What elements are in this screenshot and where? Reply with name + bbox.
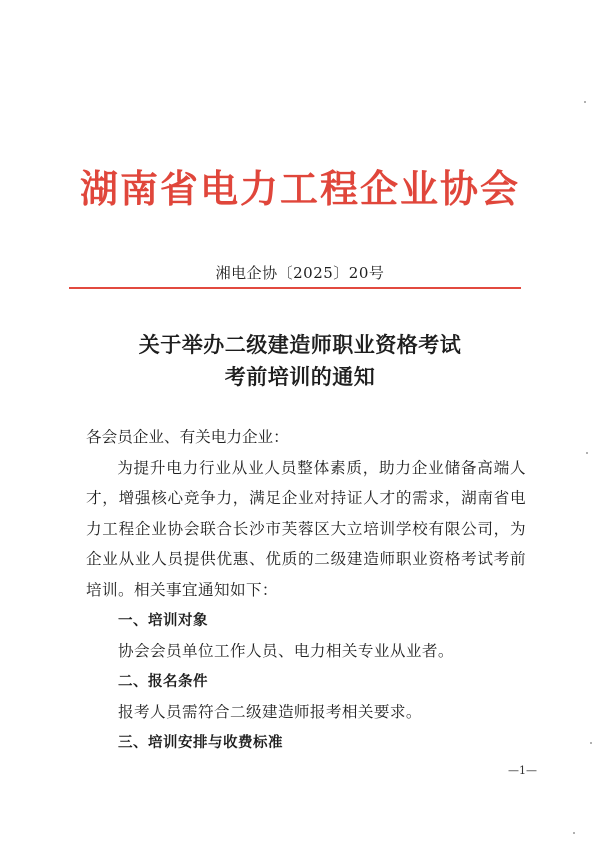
section-text-2: 报考人员需符合二级建造师报考相关要求。 (118, 703, 422, 722)
red-divider (69, 287, 521, 289)
notice-body (86, 422, 526, 759)
page-number: —1— (508, 764, 537, 777)
scan-speck (586, 452, 588, 454)
notice-title-line2: 考前培训的通知 (224, 364, 376, 389)
section-heading-1: 一、培训对象 (118, 612, 208, 629)
section-text-1: 协会会员单位工作人员、电力相关专业从业者。 (118, 642, 454, 661)
scan-speck (584, 101, 586, 103)
issuer-title: 湖南省电力工程企业协会 (79, 167, 520, 211)
section-heading-2: 二、报名条件 (118, 673, 208, 690)
scan-speck (573, 832, 575, 834)
intro-paragraph: 为提升电力行业从业人员整体素质，助力企业储备高端人才，增强核心竞争力，满足企业对持证人才的需求，湖南省电力工程企业协会联合长沙市芙蓉区大立培训学校有限公司，为企业从业人员提供优惠、优质的二级建造师职业资格考试考前培训。相关事宜通知如下： (86, 458, 526, 599)
notice-title-line1: 关于举办二级建造师职业资格考试 (138, 332, 462, 357)
salutation: 各会员企业、有关电力企业： (86, 428, 289, 446)
section-heading-3: 三、培训安排与收费标准 (118, 734, 283, 751)
document-number: 湘电企协〔2025〕20号 (215, 264, 385, 282)
scan-speck (590, 742, 592, 744)
